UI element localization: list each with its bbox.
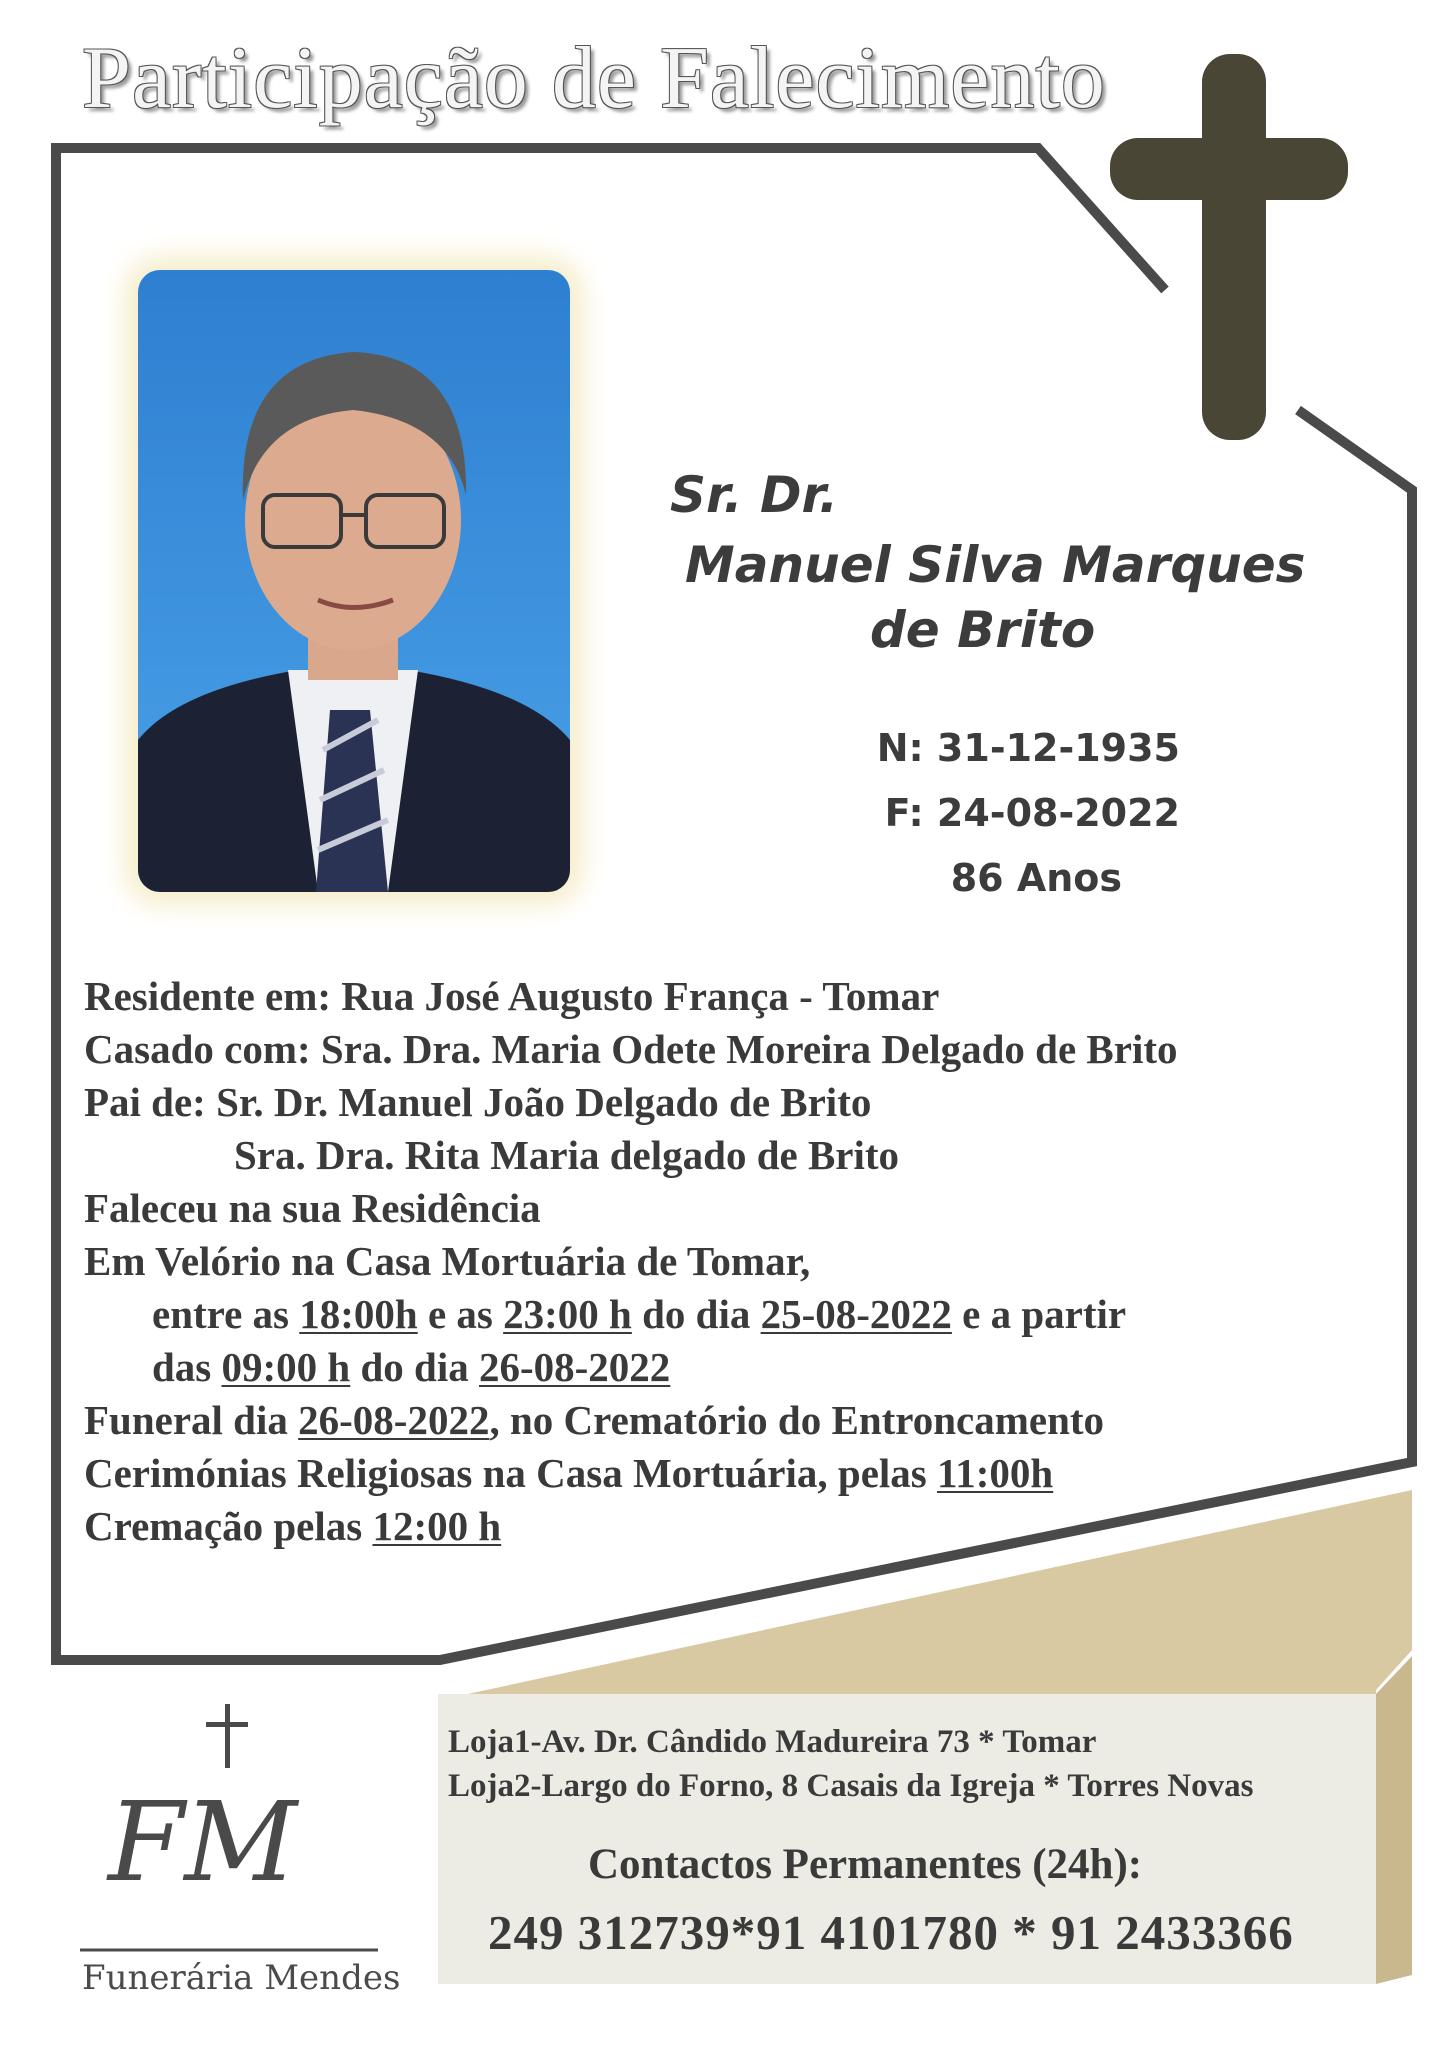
- children-line-2: Sra. Dra. Rita Maria delgado de Brito: [234, 1132, 900, 1178]
- announcement-details: [84, 970, 1344, 1553]
- cremation-line: [84, 1500, 1344, 1553]
- wake-reopen-time: 09:00 h: [221, 1344, 351, 1390]
- contacts-title: Contactos Permanentes (24h):: [588, 1841, 1143, 1888]
- ceremony-text: Cerimónias Religiosas na Casa Mortuária, pelas: [84, 1450, 937, 1496]
- father-of-label: Pai de:: [84, 1079, 217, 1125]
- ceremony-time: 11:00h: [937, 1450, 1054, 1496]
- portrait-photo: [138, 270, 570, 892]
- wake-text-6: do dia: [350, 1344, 479, 1390]
- store-2-address: Loja2-Largo do Forno, 8 Casais da Igreja * Torres Novas: [448, 1768, 1254, 1804]
- residence-line: Residente em: Rua José Augusto França - Tomar: [84, 973, 940, 1019]
- wake-continue-line: [84, 1341, 1344, 1394]
- ceremony-line: [84, 1447, 1344, 1500]
- wake-text-5: das: [152, 1344, 222, 1390]
- name-line-1: Manuel Silva Marques: [685, 536, 1306, 594]
- birth-date: N: 31-12-1935: [876, 726, 1180, 770]
- wake-line: Em Velório na Casa Mortuária de Tomar,: [84, 1238, 811, 1284]
- child-1: Sr. Dr. Manuel João Delgado de Brito: [216, 1079, 872, 1125]
- funeral-date: 26-08-2022: [298, 1397, 490, 1443]
- small-cross-icon: [206, 1704, 248, 1768]
- beige-band-side: [1376, 1656, 1412, 1984]
- cross-icon: [1110, 54, 1348, 440]
- funeral-text-1: Funeral dia: [84, 1397, 299, 1443]
- wake-text-3: do dia: [631, 1291, 761, 1337]
- logo-monogram: FM: [108, 1778, 297, 1906]
- age: 86 Anos: [950, 856, 1122, 900]
- contact-box: [438, 1694, 1376, 1984]
- wake-date-2: 26-08-2022: [478, 1344, 671, 1390]
- cremation-time: 12:00 h: [372, 1503, 502, 1549]
- wake-text-2: e as: [417, 1291, 504, 1337]
- phone-numbers: 249 312739*91 4101780 * 91 2433366: [488, 1905, 1294, 1960]
- name-line-2: de Brito: [870, 601, 1096, 659]
- died-at-line: Faleceu na sua Residência: [84, 1185, 541, 1231]
- funeral-text-2: , no Crematório do Entroncamento: [489, 1397, 1105, 1443]
- wake-start-time: 18:00h: [299, 1291, 418, 1337]
- wake-text-1: entre as: [152, 1291, 300, 1337]
- funeral-line: [84, 1394, 1344, 1447]
- store-1-address: Loja1-Av. Dr. Cândido Madureira 73 * Tomar: [448, 1724, 1097, 1760]
- spouse-line: Casado com: Sra. Dra. Maria Odete Moreira Delgado de Brito: [84, 1026, 1178, 1072]
- wake-date-1: 25-08-2022: [760, 1291, 952, 1337]
- life-dates: [780, 716, 1180, 911]
- children-line-1: [84, 1076, 1344, 1129]
- wake-text-4: e a partir: [951, 1291, 1127, 1337]
- honorific: Sr. Dr.: [670, 466, 838, 524]
- wake-end-time: 23:00 h: [503, 1291, 632, 1337]
- wake-times-line: [84, 1288, 1344, 1341]
- company-name: Funerária Mendes: [82, 1958, 401, 1998]
- page-title: Participação de Falecimento: [82, 30, 1106, 127]
- death-date: F: 24-08-2022: [884, 791, 1180, 835]
- cremation-text: Cremação pelas: [84, 1503, 373, 1549]
